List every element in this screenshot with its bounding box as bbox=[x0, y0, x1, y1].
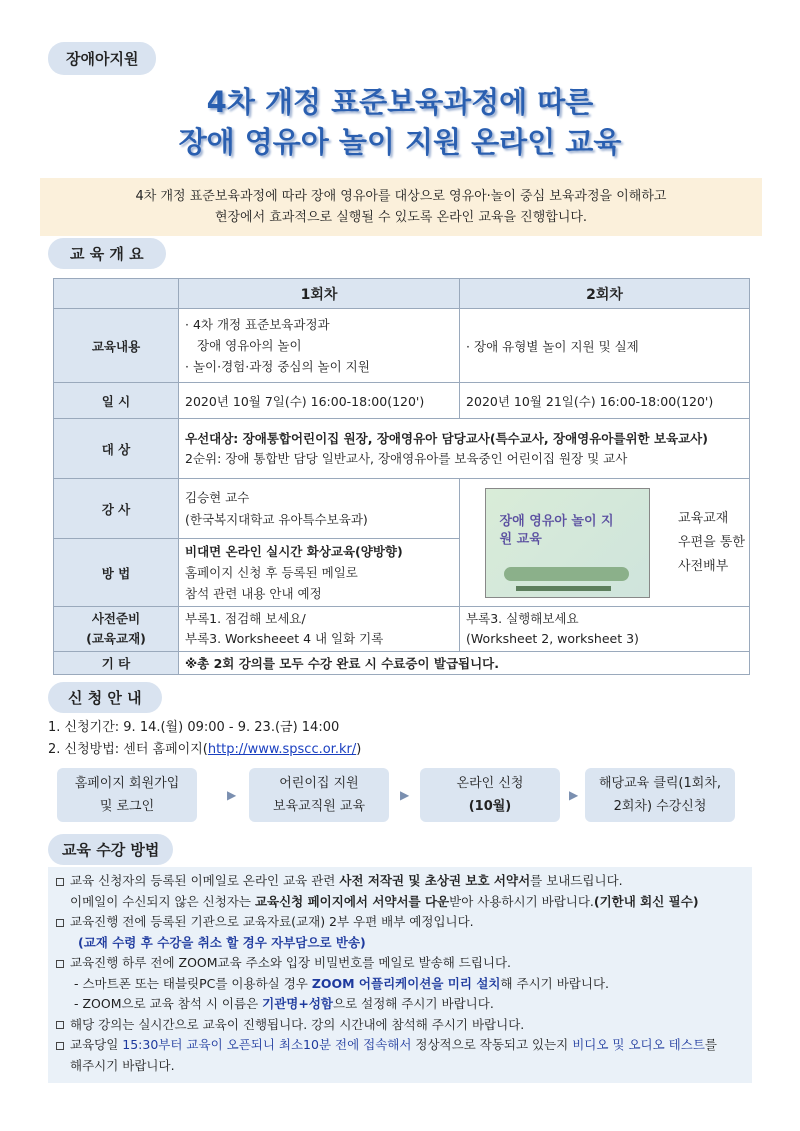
method-cell bbox=[179, 539, 460, 607]
lecturer-affiliation: (한국복지대학교 유아특수보육과) bbox=[185, 511, 368, 527]
method-item-cont: 이메일이 수신되지 않은 신청자는 교육신청 페이지에서 서약서를 다운받아 사용하시기 바랍니다.(기한내 회신 필수) bbox=[70, 893, 699, 909]
prep1-line2: 부록3. Worksheeet 4 내 일화 기록 bbox=[185, 631, 384, 646]
arrow-icon: ▶ bbox=[227, 788, 237, 802]
lecturer-name: 김승현 교수 bbox=[185, 489, 250, 505]
apply-period: 1. 신청기간: 9. 14.(월) 09:00 - 9. 23.(금) 14:00 bbox=[48, 720, 340, 735]
square-bullet-icon bbox=[56, 1021, 64, 1029]
content-label: 교육내용 bbox=[54, 309, 179, 383]
method-item: 교육진행 하루 전에 ZOOM교육 주소와 입장 비밀번호를 메일로 발송해 드립니다. bbox=[56, 953, 744, 974]
square-bullet-icon bbox=[56, 1042, 64, 1050]
prep-label-line1: 사전준비 bbox=[91, 611, 141, 626]
prep-label-line2: (교육교재) bbox=[86, 631, 146, 646]
intro-line2: 현장에서 효과적으로 실행될 수 있도록 온라인 교육을 진행합니다. bbox=[214, 210, 588, 225]
lecturer-cell bbox=[179, 479, 460, 539]
prep2-line1: 부록3. 실행해보세요 bbox=[466, 611, 579, 626]
textbook-footer-bar bbox=[516, 586, 611, 591]
method-item-note: (교재 수령 후 수강을 취소 할 경우 자부담으로 반송) bbox=[78, 934, 366, 950]
homepage-link[interactable]: http://www.spscc.or.kr/ bbox=[207, 742, 357, 757]
textbook-note-line1: 교육교재 bbox=[678, 510, 729, 526]
overview-table bbox=[53, 278, 750, 675]
target-label: 대 상 bbox=[54, 419, 179, 479]
textbook-note-line3: 사전배부 bbox=[678, 558, 729, 574]
step2-line2: 보육교직원 교육 bbox=[272, 799, 366, 814]
method-list bbox=[48, 867, 752, 1083]
intro-line1: 4차 개정 표준보육과정에 따라 장애 영유아를 대상으로 영유아·놀이 중심 보육과정을 이해하고 bbox=[135, 189, 667, 204]
method-label: 방 법 bbox=[54, 539, 179, 607]
application-steps bbox=[57, 768, 737, 828]
prep-label bbox=[54, 607, 179, 652]
method-item: 교육당일 15:30부터 교육이 오픈되니 최소10분 전에 접속해서 정상적으로 작동되고 있는지 비디오 및 오디오 테스트를 bbox=[56, 1035, 744, 1056]
method-item-sub: - 스마트폰 또는 태블릿PC를 이용하실 경우 ZOOM 어플리케이션을 미리 설치해 주시기 바랍니다. bbox=[74, 975, 609, 991]
session1-date: 2020년 10월 7일(수) 16:00-18:00(120') bbox=[179, 383, 460, 419]
textbook-title: 장애 영유아 놀이 지원 교육 bbox=[499, 513, 614, 547]
square-bullet-icon bbox=[56, 960, 64, 968]
content1-line3: · 놀이·경험·과정 중심의 놀이 지원 bbox=[185, 359, 370, 374]
intro-box bbox=[40, 178, 762, 236]
step1-line2: 및 로그인 bbox=[99, 799, 155, 814]
step3-line1: 온라인 신청 bbox=[456, 776, 524, 791]
method-line3: 참석 관련 내용 안내 예정 bbox=[185, 586, 322, 601]
section-apply-heading: 신 청 안 내 bbox=[48, 682, 162, 713]
square-bullet-icon bbox=[56, 919, 64, 927]
step4-line1: 해당교육 클릭(1회차, bbox=[598, 776, 722, 791]
content1-line1: · 4차 개정 표준보육과정과 bbox=[185, 317, 330, 332]
page-title-line1: 4차 개정 표준보육과정에 따른 bbox=[206, 85, 594, 119]
apply-method-suffix: ) bbox=[356, 742, 362, 757]
prep2-line2: (Worksheet 2, worksheet 3) bbox=[466, 631, 639, 646]
method-item: 교육 신청자의 등록된 이메일로 온라인 교육 관련 사전 저작권 및 초상권 보호 서약서를 보내드립니다. bbox=[56, 871, 744, 892]
target-secondary: 2순위: 장애 통합반 담당 일반교사, 장애영유아를 보육중인 어린이집 원장 및 교사 bbox=[185, 450, 628, 466]
session2-content: · 장애 유형별 놀이 지원 및 실제 bbox=[460, 309, 750, 383]
date-label: 일 시 bbox=[54, 383, 179, 419]
apply-method-prefix: 2. 신청방법: 센터 홈페이지( bbox=[48, 742, 208, 757]
textbook-note bbox=[670, 507, 745, 579]
step2-line1: 어린이집 지원 bbox=[279, 776, 359, 791]
page-title-line2: 장애 영유아 놀이 지원 온라인 교육 bbox=[178, 125, 622, 159]
session2-prep bbox=[460, 607, 750, 652]
step-4 bbox=[585, 768, 735, 822]
method-line1: 비대면 온라인 실시간 화상교육(양방향) bbox=[185, 544, 403, 559]
method-item-sub: - ZOOM으로 교육 참석 시 이름은 기관명+성함으로 설정해 주시기 바랍니다. bbox=[74, 996, 494, 1011]
textbook-image bbox=[485, 488, 650, 598]
session2-header: 2회차 bbox=[460, 279, 750, 309]
target-primary: 우선대상: 장애통합어린이집 원장, 장애영유아 담당교사(특수교사, 장애영유아를위한 보육교사) bbox=[185, 430, 708, 446]
prep1-line1: 부록1. 점검해 보세요/ bbox=[185, 611, 306, 626]
target-cell bbox=[179, 419, 750, 479]
method-item: 해당 강의는 실시간으로 교육이 진행됩니다. 강의 시간내에 참석해 주시기 바랍니다. bbox=[56, 1015, 744, 1036]
category-badge: 장애아지원 bbox=[48, 42, 156, 75]
arrow-icon: ▶ bbox=[569, 788, 579, 802]
square-bullet-icon bbox=[56, 878, 64, 886]
textbook-illustration bbox=[504, 567, 629, 581]
section-overview-heading: 교 육 개 요 bbox=[48, 238, 166, 269]
session1-content bbox=[179, 309, 460, 383]
method-line2: 홈페이지 신청 후 등록된 메일로 bbox=[185, 565, 358, 580]
etc-cell: ※총 2회 강의를 모두 수강 완료 시 수료증이 발급됩니다. bbox=[179, 652, 750, 675]
step-2 bbox=[249, 768, 389, 822]
session2-date: 2020년 10월 21일(수) 16:00-18:00(120') bbox=[460, 383, 750, 419]
lecturer-label: 강 사 bbox=[54, 479, 179, 539]
step3-line2: (10월) bbox=[468, 799, 512, 814]
method-item: 교육진행 전에 등록된 기관으로 교육자료(교재) 2부 우편 배부 예정입니다. bbox=[56, 912, 744, 933]
textbook-note-line2: 우편을 통한 bbox=[678, 534, 745, 550]
method-item-cont: 해주시기 바랍니다. bbox=[70, 1057, 175, 1073]
arrow-icon: ▶ bbox=[400, 788, 410, 802]
step4-line2: 2회차) 수강신청 bbox=[613, 799, 707, 814]
step-3 bbox=[420, 768, 560, 822]
table-corner bbox=[54, 279, 179, 309]
session1-header: 1회차 bbox=[179, 279, 460, 309]
section-method-heading: 교육 수강 방법 bbox=[48, 834, 173, 865]
step-1 bbox=[57, 768, 197, 822]
step1-line1: 홈페이지 회원가입 bbox=[74, 776, 180, 791]
textbook-cell bbox=[460, 479, 750, 607]
apply-method bbox=[48, 738, 361, 757]
session1-prep bbox=[179, 607, 460, 652]
etc-label: 기 타 bbox=[54, 652, 179, 675]
content1-line2: 장애 영유아의 놀이 bbox=[197, 338, 302, 353]
